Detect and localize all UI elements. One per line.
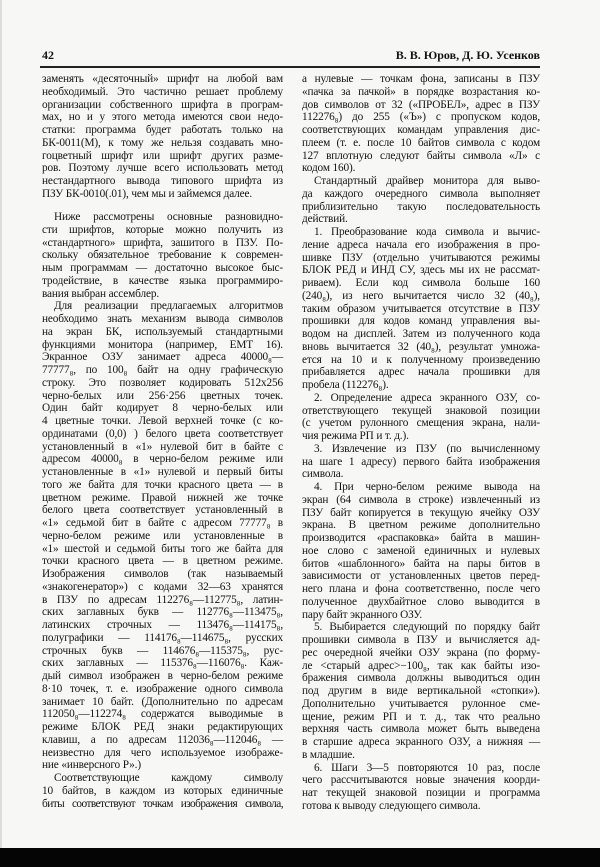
text-line: (240₈), из него вычитается число 32 (40₈), xyxy=(302,289,540,302)
text-line: верхняя часть символа может быть выведена xyxy=(302,723,540,736)
text-line: скольку обязательное требование к современ- xyxy=(42,249,283,262)
text-line: 4 цветные точки. Левой верхней точке (с ко- xyxy=(42,415,283,427)
text-line: таким образом учитывается отсутствие в ПЗУ xyxy=(302,302,540,315)
text-line: дов символов от 32 («ПРОБЕЛ», адрес в ПЗУ xyxy=(302,98,540,111)
text-line: нестандартного вывода типового шрифта из xyxy=(42,175,283,187)
scan-bottom-border xyxy=(0,848,600,867)
text-line: тродействие, в качестве языка программиро- xyxy=(42,274,283,287)
text-line: цветном режиме. Правой нижней же точке xyxy=(42,491,283,504)
text-line: установленные в «1» нулевой и первый биты xyxy=(42,466,283,478)
text-line: статки: программа будет работать только на xyxy=(42,124,283,136)
text-line: действий. xyxy=(302,213,348,226)
text-line: 112276₈) до 255 («Ъ») с пропуском кодов, xyxy=(302,111,540,124)
text-line: Один байт кодирует 8 черно-белых или xyxy=(42,402,283,415)
text-line: символа. xyxy=(302,468,344,481)
text-line: водом на дисплей. Затем из полученного кода xyxy=(302,328,540,340)
text-line: ПЗУ байт копируется в текущую ячейку ОЗУ xyxy=(302,506,540,519)
text-line: рес очередной ячейки ОЗУ экрана (по форму- xyxy=(302,646,540,659)
text-line: вания выбран ассемблер. xyxy=(42,287,159,300)
text-line: установленный в «1» нулевой бит в байте с xyxy=(42,440,283,453)
text-line: «знакогенератор») с кодами 32—63 хранятся xyxy=(42,580,283,593)
text-line: (с учетом рулонного смещения экрана, нали- xyxy=(302,417,540,430)
text-line: бражения символа должны выводиться один xyxy=(302,672,540,685)
text-line: 127 вплотную следуют байты символа «Л» с xyxy=(302,149,540,162)
text-line: полуграфики — 114176₈—114675₈, русских xyxy=(42,631,283,644)
text-line: а нулевые — точкам фона, записаны в ПЗУ xyxy=(302,73,540,85)
text-line: Соответствующие каждому символу xyxy=(54,772,283,784)
text-line: ров. Поэтому лучше всего использовать метод xyxy=(42,162,283,175)
text-line: занимает 10 байт. (Дополнительно по адресам xyxy=(42,695,283,708)
header-rule xyxy=(40,66,540,68)
text-line: ным программам — достаточно высокое быс- xyxy=(42,262,283,274)
text-line: в младшие. xyxy=(302,748,355,761)
text-line: БК-0011(М), к тому же нельзя создавать мно- xyxy=(42,136,283,149)
scan-edge xyxy=(0,0,2,848)
text-line: прибавляется адрес начала прошивки для xyxy=(302,366,540,379)
text-line: пробела (112276₈). xyxy=(302,379,389,391)
text-line: вновь вычитается 32 (40₈), результат умножа- xyxy=(302,340,540,353)
text-line: готова к выводу следующего символа. xyxy=(302,799,481,812)
text-line: ление адреса начала его изображения в про- xyxy=(302,238,540,251)
text-line: соответствующих командам управления дис- xyxy=(302,124,540,136)
text-line: приблизительно такую последовательность xyxy=(302,200,540,213)
text-line: ПЗУ БК-0010(.01), чем мы и займемся далее. xyxy=(42,187,253,200)
text-line: 10 байтов, в каждом из которых единичные xyxy=(42,784,283,797)
text-line: ется на 10 и к полученному произведению xyxy=(302,353,540,366)
text-line: ное слово с заменой единичных и нулевых xyxy=(302,544,540,557)
text-line: 112050₈—112274₈ содержатся выводимые в xyxy=(42,708,283,721)
text-line: прошивки символа в ПЗУ и вычисляется ад- xyxy=(302,634,540,646)
text-line: организации собственного шрифта в програм- xyxy=(42,98,283,111)
text-line: ских заглавных букв — 112776₈—113475₈, xyxy=(42,606,283,619)
text-line: кодом 160). xyxy=(302,162,356,175)
text-line: Дополнительно учитывается рулонное сме- xyxy=(302,697,540,710)
text-line: мах, но и у этого метода имеются свои недо- xyxy=(42,111,283,124)
text-line: строчных букв — 114676₈—115375₈, рус- xyxy=(42,644,283,657)
text-line: сти шрифтов, которые можно получить из xyxy=(42,223,283,236)
text-line: 2. Определение адреса экранного ОЗУ, со- xyxy=(314,391,540,404)
text-line: ле <старый адрес>−100₈, так как байты изо- xyxy=(302,659,540,672)
text-line: дый символ изображен в черно-белом режиме xyxy=(42,670,283,682)
text-line: того же байта для точки красного цвета — в xyxy=(42,478,283,491)
text-line: шивке ПЗУ (отдельно учитываются режимы xyxy=(302,251,540,264)
text-line: неизвестно для чего используемое изображе- xyxy=(42,746,283,759)
text-line: 4. При черно-белом режиме вывода на xyxy=(314,481,540,493)
text-line: гоцветный шрифт или шрифт других разме- xyxy=(42,149,283,162)
text-line: Изображения символов (так называемый xyxy=(42,568,283,580)
text-line: чего рассчитываются новые значения коорди- xyxy=(302,774,540,787)
text-line: БЛОК РЕД и ИНД СУ, здесь мы их не рассмат- xyxy=(302,264,540,277)
text-line: заменять «десяточный» шрифт на любой вам xyxy=(42,73,283,85)
text-line: риваем). Если код символа больше 160 xyxy=(302,277,540,289)
text-line: прошивки для кодов команд управления вы- xyxy=(302,315,540,328)
text-line: экран (64 символа в строке) извлеченный из xyxy=(302,493,540,506)
text-line: 3. Извлечение из ПЗУ (по вычисленному xyxy=(314,442,540,455)
text-line: 1. Преобразование кода символа и вычис- xyxy=(314,226,540,238)
text-line: битов «шаблонного» байта на пары битов в xyxy=(302,557,540,570)
text-line: пару байт экранного ОЗУ. xyxy=(302,608,423,621)
text-line: функциями монитора (например, ЕМТ 16). xyxy=(42,338,283,351)
text-line: необходимый. Это частично решает проблему xyxy=(42,85,283,98)
text-line: щение, режим РП и т. д., так что реально xyxy=(302,710,540,723)
text-line: черно-белом режиме или установленные в xyxy=(42,529,283,542)
text-line: под другим в виде вертикальной «стопки»). xyxy=(302,685,540,697)
text-line: Для реализации предлагаемых алгоритмов xyxy=(54,300,283,313)
text-line: на экран БК, используемый стандартными xyxy=(42,325,283,338)
text-line: ординатами (0,0) ) белого цвета соответствует xyxy=(42,427,283,440)
text-line: «1» седьмой бит в байте с адресом 77777₈ в xyxy=(42,517,283,529)
text-line: адресом 40000₈ в черно-белом режиме или xyxy=(42,453,283,466)
text-line: в ПЗУ по адресам 112276₈—112775₈, латин- xyxy=(42,593,283,606)
text-line: необходимо знать механизм вывода символов xyxy=(42,313,283,325)
text-line: нат текущей знаковой позиции и программа xyxy=(302,787,540,799)
text-line: него плана и фона соответственно, после чего xyxy=(302,583,540,595)
text-line: точки красного цвета — в цветном режиме. xyxy=(42,555,283,568)
text-line: строку. Это позволяет кодировать 512x256 xyxy=(42,376,283,389)
text-line: полученное двухбайтное слово выводится в xyxy=(302,595,540,608)
text-line: чия режима РП и т. д.). xyxy=(302,430,409,442)
text-line: экрана. В цветном режиме дополнительно xyxy=(302,519,540,532)
text-line: зависимости от установленных цветов перед- xyxy=(302,570,540,583)
text-line: латинских строчных — 113476₈—114175₈, xyxy=(42,619,283,631)
text-line: Экранное ОЗУ занимает адреса 40000₈— xyxy=(42,351,283,364)
text-line: ответствующего текущей знаковой позиции xyxy=(302,404,540,417)
text-line: 8·10 точек, т. е. изображение одного символа xyxy=(42,682,283,695)
text-line: «стандартного» шрифта, зашитого в ПЗУ. По- xyxy=(42,236,283,249)
text-line: «пачка за пачкой» в порядке возрастания ко- xyxy=(302,85,540,98)
text-line: ние «инверсного Р».) xyxy=(42,759,141,772)
page-number: 42 xyxy=(42,48,54,62)
text-line: черно-белых или 256·256 цветных точек. xyxy=(42,389,283,402)
text-line: плеем (т. е. после 10 байтов символа с кодом xyxy=(302,136,540,149)
text-line: 5. Выбирается следующий по порядку байт xyxy=(314,621,540,634)
text-line: биты соответствуют точкам изображения символа, xyxy=(42,797,283,810)
text-line: 77777₈, по 100₈ байт на одну графическую xyxy=(42,364,283,376)
text-line: белого цвета соответствует установленный в xyxy=(42,504,283,517)
text-line: производится «распаковка» байта в машин- xyxy=(302,532,540,544)
text-line: на шаге 1 адресу) первого байта изображения xyxy=(302,455,540,468)
text-line: Ниже рассмотрены основные разновидно- xyxy=(54,211,283,223)
text-line: «1» шестой и седьмой биты того же байта для xyxy=(42,542,283,555)
text-line: в старшие адреса экранного ОЗУ, а нижняя — xyxy=(302,736,540,748)
text-line: ских заглавных — 115376₈—116076₈. Каж- xyxy=(42,657,283,670)
text-line: Стандартный драйвер монитора для выво- xyxy=(314,175,540,187)
text-line: клавиш, а по адресам 112036₈—112046₈ — xyxy=(42,733,283,746)
text-line: да каждого очередного символа выполняет xyxy=(302,187,540,200)
running-header-authors: В. В. Юров, Д. Ю. Усенков xyxy=(395,48,540,62)
text-line: режиме БЛОК РЕД знаки редактирующих xyxy=(42,721,283,733)
text-line: 6. Шаги 3—5 повторяются 10 раз, после xyxy=(314,761,540,774)
